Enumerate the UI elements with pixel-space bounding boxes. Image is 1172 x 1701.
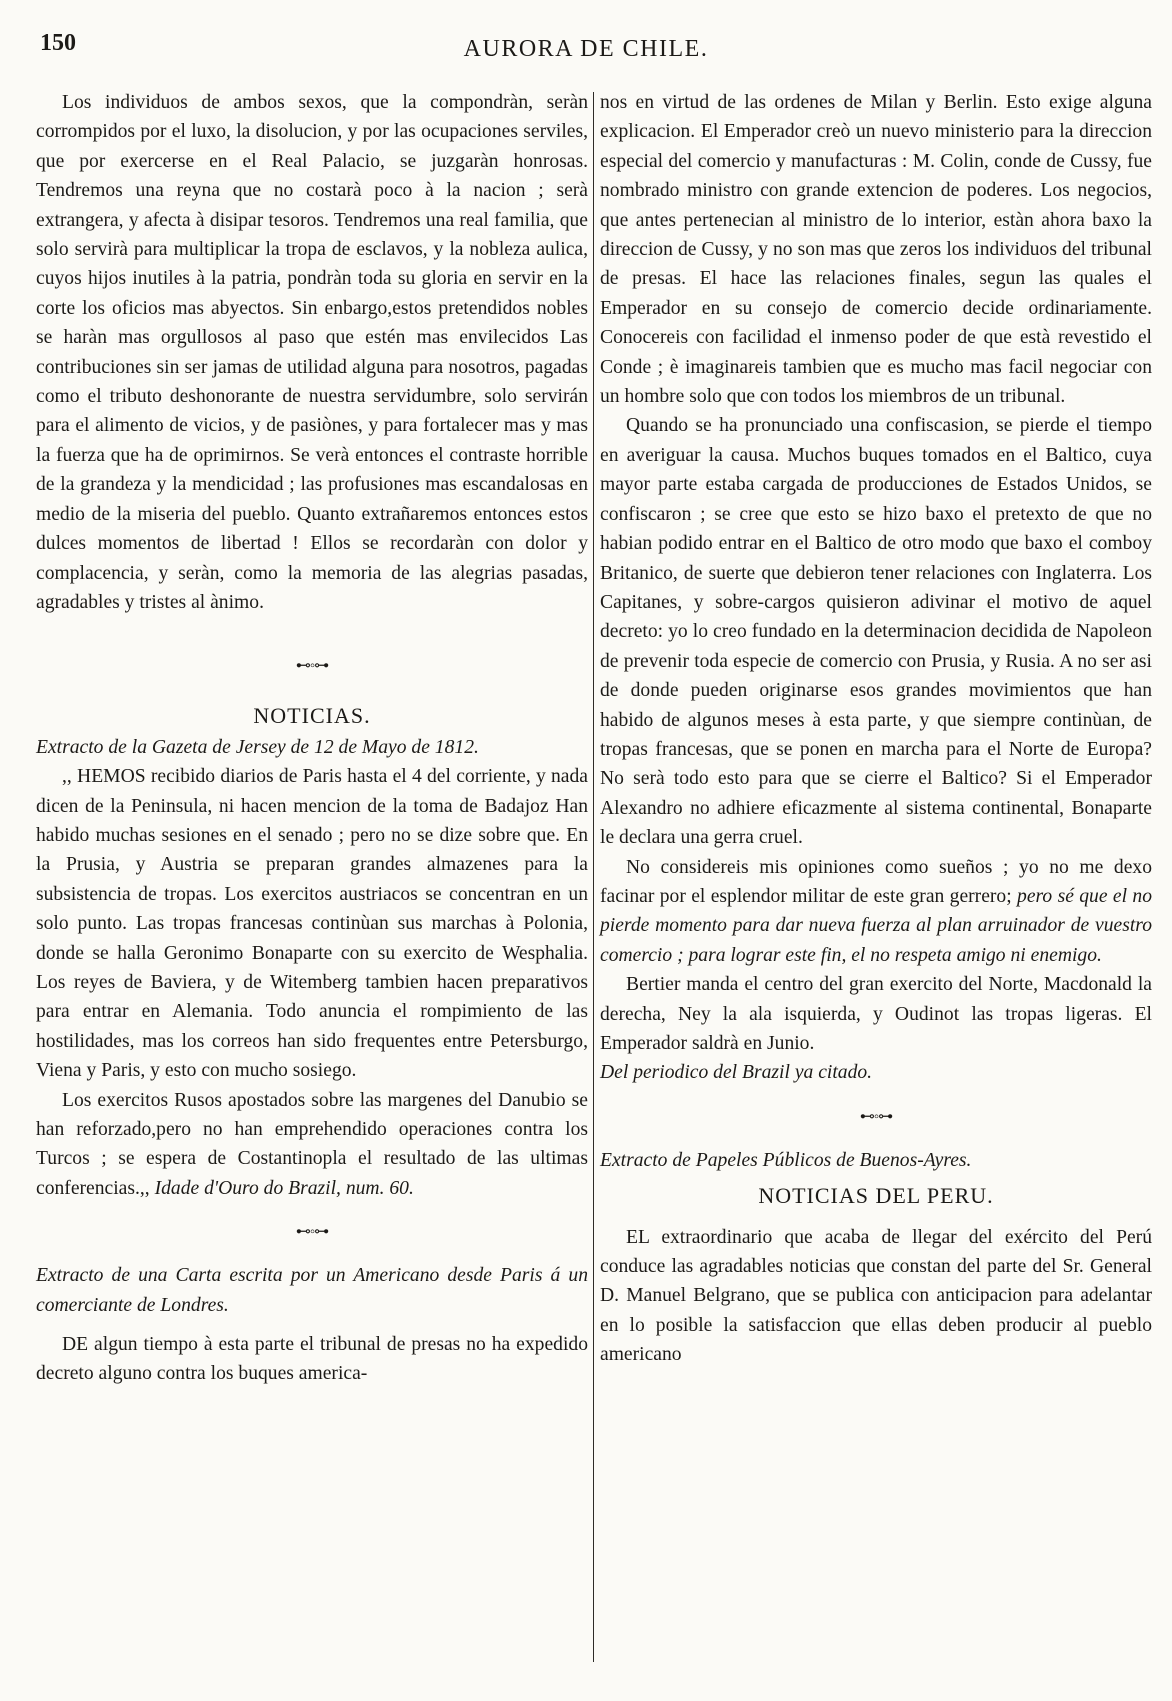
carta-extract-title: Extracto de una Carta escrita por un Americano desde Paris á un comerciante de Londres. (36, 1265, 588, 1316)
ornament-divider: ⊷◦⊶ (295, 1224, 329, 1241)
ornament-divider: ⊷◦⊶ (859, 1108, 893, 1125)
paragraph-tribunal-presas: DE algun tiempo à esta parte el tribunal de presas no ha expedido decreto alguno contra los buques america- (36, 1334, 588, 1385)
opiniones-text: No considereis mis opiniones como sueños ; yo no me dexo facinar por el esplendor militar de este gran gerrero; (600, 856, 1152, 907)
ornament-divider: ⊷◦⊶ (295, 658, 329, 675)
paragraph-gazeta-news: ,, HEMOS recibido diarios de Paris hasta el 4 del corriente, y nada dicen de la Peninsula, ni hacen mencion de la toma de Badajoz Han habido muchas sesiones en el senado ; pero no se dize sobre que. En la Prusia, y Austria se preparan grandes almazenes para la subsistencia de tropas. Los exercitos austriacos se concentran en un solo punto. Las tropas francesas continùan sus marchas à Polonia, donde se halla Geronimo Bonaparte con su exercito de Wesphalia. Los reyes de Baviera, y de Witemberg tambien hacen preparativos para entrar en Alemania. Todo anuncia el rompimiento de las hostilidades, mas los correos han sido frequentes entre Petersburgo, Viena y Paris, y esto con mucho sosiego. (36, 766, 588, 1082)
paragraph-peru-news: EL extraordinario que acaba de llegar del exército del Perú conduce las agradables noticias que constan del parte del Sr. General D. Manuel Belgrano, que se publica con anticipacion para adelantar en lo posible la satisfaccion que ellas deben producir al pueblo americano (600, 1226, 1152, 1366)
gazeta-extract-title: Extracto de la Gazeta de Jersey de 12 de Mayo de 1812. (36, 736, 479, 758)
source-citation: Del periodico del Brazil ya citado. (600, 1062, 873, 1084)
running-title: AURORA DE CHILE. (463, 36, 709, 62)
left-column (36, 88, 588, 1389)
right-column (600, 88, 1152, 1370)
page-number: 150 (40, 30, 76, 56)
paragraph-confiscacion: Quando se ha pronunciado una confiscasion, se pierde el tiempo en averiguar la causa. Muchos buques tomados en el Baltico, cuya mayor parte estaba cargada de producciones de Estados Unidos, se confiscaron ; se cree que esto se hizo baxo el pretexto de que no habian podido entrar en el Baltico de otro modo que baxo el comboy Britanico, de suerte que debieron tener relaciones con Inglaterra. Los Capitanes, y sobre-cargos quisieron adivinar el motivo de aquel decreto: yo lo creo fundado en la determinacion decidida de Napoleon de prevenir toda especie de comercio con Prusia, y Rusia. A no ser asi de donde pueden originarse esos grandes movimientos que han habido de algunos meses à esta parte, y que siempre continùan, de tropas francesas, que se ponen en marcha para el Norte de Europa? No serà todo esto para que se cierre el Baltico? Si el Emperador Alexandro no adhiere eficazmente al sistema continental, Bonaparte le declara una gerra cruel. (600, 415, 1152, 849)
noticias-heading: NOTICIAS. (253, 703, 371, 729)
papeles-extract-title: Extracto de Papeles Públicos de Buenos-Ayres. (600, 1149, 972, 1171)
paragraph-opiniones (600, 853, 1152, 971)
opiniones-italic-text: pero sé que el no pierde momento para dar nueva fuerza al plan arruinador de vuestro comercio ; para lograr este fin, el no respeta amigo ni enemigo. (600, 885, 1152, 966)
paragraph-ministerio: nos en virtud de las ordenes de Milan y Berlin. Esto exige alguna explicacion. El Emperador creò un nuevo ministerio para la direccion especial del comercio y manufacturas : M. Colin, conde de Cussy, fue nombrado ministro con grande extencion de poderes. Los negocios, que antes pertenecian al ministro de lo interior, estàn ahora baxo la direccion de Cussy, y no son mas que zeros los individuos del tribunal de presas. El hace las relaciones finales, segun las quales el Emperador en su consejo de comercio decide ordinariamente. Conocereis con facilidad el inmenso poder de que està revestido el Conde ; è imaginareis tambien que es mucho mas facil negociar con un hombre solo que con todos los miembros de un tribunal. (600, 92, 1152, 408)
peru-heading: NOTICIAS DEL PERU. (758, 1183, 994, 1209)
paragraph-bertier: Bertier manda el centro del gran exercito del Norte, Macdonald la derecha, Ney la ala isquierda, y Oudinot las tropas ligeras. El Emperador saldrà en Junio. (600, 974, 1152, 1054)
paragraph-russian-armies (36, 1086, 588, 1204)
russian-armies-text: Los exercitos Rusos apostados sobre las margenes del Danubio se han reforzado,pero no han emprehendido operaciones contra los Turcos ; se espera de Costantinopla el resultado de las ultimas conferencias.,, (36, 1089, 588, 1199)
source-citation: Idade d'Ouro do Brazil, num. 60. (154, 1177, 414, 1199)
column-divider (593, 92, 594, 1662)
paragraph-monarchy: Los individuos de ambos sexos, que la compondràn, seràn corrompidos por el luxo, la disolucion, y por las ocupaciones serviles, que por exercerse en el Real Palacio, se juzgaràn honrosas. Tendremos una reyna que no costarà poco à la nacion ; serà extrangera, y afecta à disipar tesoros. Tendremos una real familia, que solo servirà para multiplicar la tropa de esclavos, y la nobleza aulica, cuyos hijos inutiles à la patria, pondràn toda su gloria en servir en la corte los oficios mas abyectos. Sin enbargo,estos pretendidos nobles se haràn mas orgullosos al paso que estén mas envilecidos Las contribuciones sin ser jamas de utilidad alguna para nosotros, pagadas como el tributo deshonorante de nuestra servidumbre, solo servirán para el alimento de vicios, y de pasiònes, y para fortalecer mas y mas la fuerza que ha de oprimirnos. Se verà entonces el contraste horrible de la grandeza y la mendicidad ; las profusiones mas escandalosas en medio de la miseria del pueblo. Quanto extrañaremos entonces estos dulces momentos de libertad ! Ellos se recordaràn con dolor y complacencia, y seràn, como la memoria de las alegrias pasadas, agradables y tristes al ànimo. (36, 92, 588, 613)
